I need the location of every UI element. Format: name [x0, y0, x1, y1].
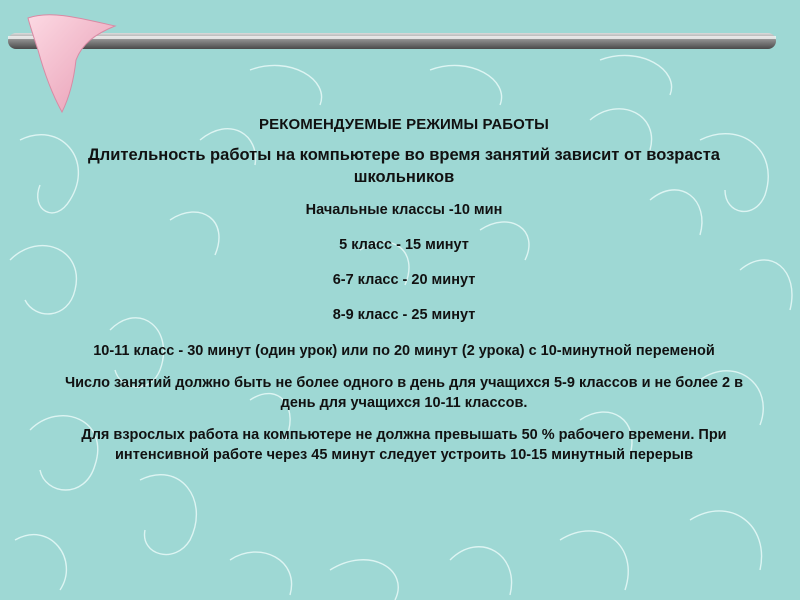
- list-item: Начальные классы -10 мин: [305, 202, 503, 218]
- paragraph: Число занятий должно быть не более одного в день для учащихся 5-9 классов и не более 2 в день для учащихся 10-11 классов.: [64, 375, 744, 411]
- list-item: 6-7 класс - 20 минут: [332, 272, 476, 288]
- slide-title: РЕКОМЕНДУЕМЫЕ РЕЖИМЫ РАБОТЫ: [259, 116, 549, 133]
- paragraph: 10-11 класс - 30 минут (один урок) или по 20 минут (2 урока) с 10-минутной переменой: [93, 343, 715, 359]
- slide-subtitle: Длительность работы на компьютере во время занятий зависит от возраста школьников: [87, 146, 720, 186]
- slide-content: [50, 116, 758, 477]
- paragraph: Для взрослых работа на компьютере не должна превышать 50 % рабочего времени. При интенсивной работе через 45 минут следует устроить 10-15 минутный перерыв: [81, 427, 727, 463]
- list-item: 5 класс - 15 минут: [339, 237, 469, 253]
- decorative-rod-with-boomerang: [0, 0, 800, 130]
- list-item: 8-9 класс - 25 минут: [332, 307, 476, 323]
